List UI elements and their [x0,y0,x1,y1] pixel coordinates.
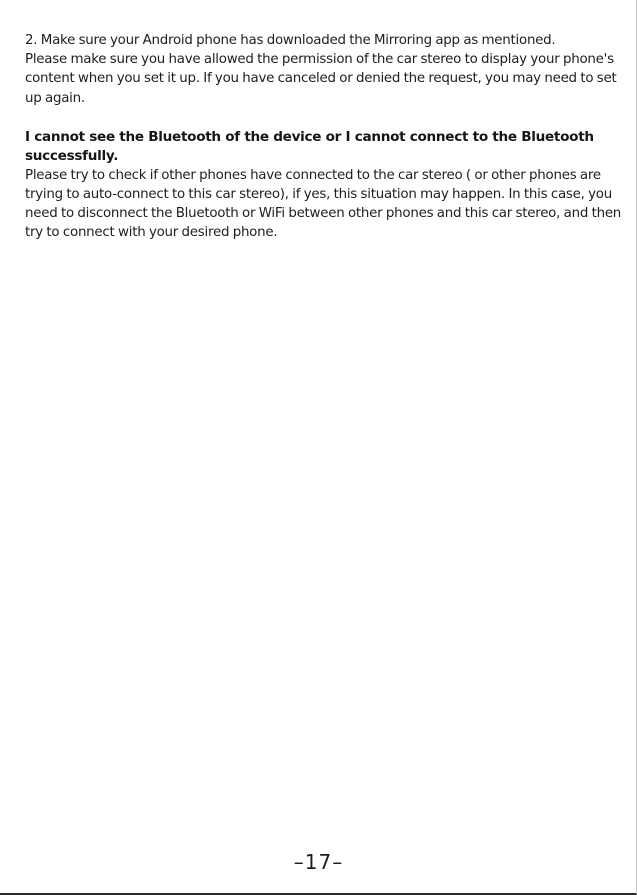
bluetooth-faq-heading: I cannot see the Bluetooth of the device or I cannot connect to the Bluetooth successfully. [25,128,594,164]
step-2-line: 2. Make sure your Android phone has downloaded the Mirroring app as mentioned. [25,33,556,48]
page-content [25,31,625,243]
bluetooth-faq-body: Please try to check if other phones have connected to the car stereo ( or other phones are trying to auto-connect to this car stereo), if yes, this situation may happen. In this case, you need to disconnect the Bluetooth or WiFi between other phones and this car stereo, and then try to connect with your desired phone. [25,167,622,241]
page-number: –17– [293,850,344,874]
step-2-instruction [25,31,625,108]
permission-instruction: Please make sure you have allowed the permission of the car stereo to display your phone's content when you set it up. If you have canceled or denied the request, you may need to set up again. [25,52,617,106]
